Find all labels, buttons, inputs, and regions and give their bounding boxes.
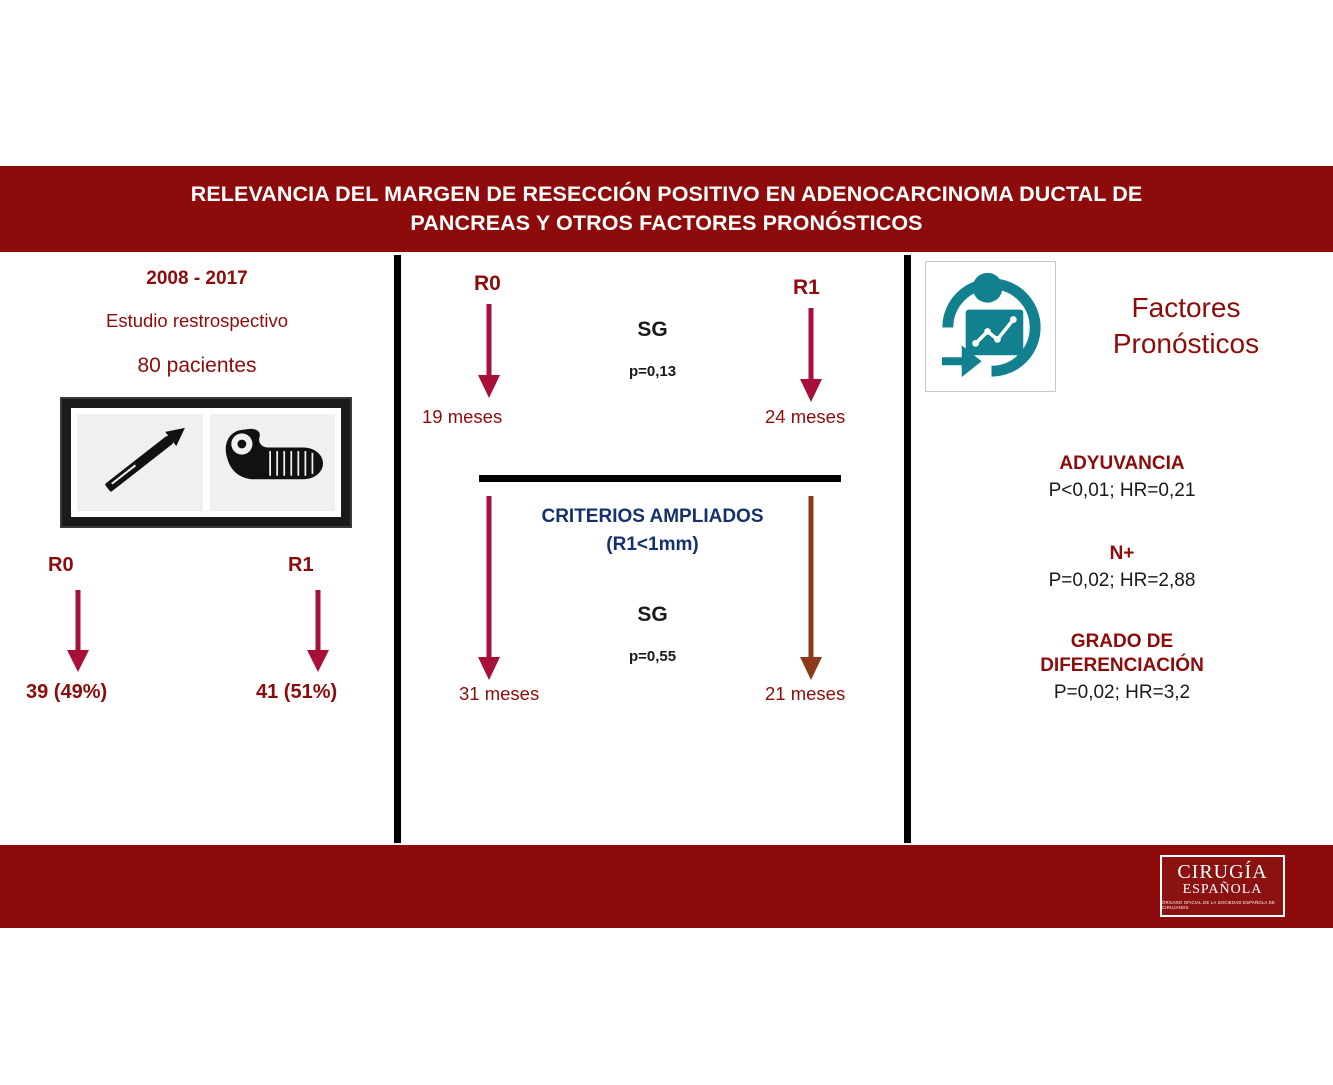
factor-name-line-1: GRADO DE: [1070, 631, 1174, 652]
survival-r1-result-expanded: 21 meses: [765, 683, 846, 704]
arrow-down-survival-r0-expanded-icon: [469, 494, 509, 684]
page-title-line-1: RELEVANCIA DEL MARGEN DE RESECCIÓN POSITIVO EN ADENOCARCINOMA DUCTAL DE: [190, 181, 1143, 206]
study-type: Estudio restrospectivo: [105, 310, 288, 331]
arrow-down-survival-r1-expanded-icon: [791, 494, 831, 684]
expanded-criteria-line-1: CRITERIOS AMPLIADOS: [541, 506, 764, 527]
factor-stats: P=0,02; HR=3,2: [1053, 681, 1191, 703]
patient-count: 80 pacientes: [137, 354, 257, 377]
cohort-r1-value: 41 (51%): [256, 681, 338, 703]
prognostic-factor-item: [911, 542, 1333, 592]
cohort-r0-value: 39 (49%): [26, 681, 108, 703]
survival-r1-label: R1: [793, 276, 820, 299]
journal-logo-line-1: CIRUGÍA: [1177, 860, 1268, 883]
column-survival-results: [401, 258, 904, 843]
illustration-frame: [62, 399, 350, 526]
prognostic-heading-line-2: Pronósticos: [1112, 328, 1260, 360]
cohort-r0-label: R0: [48, 554, 74, 576]
survival-pvalue-expanded: p=0,55: [628, 648, 677, 665]
survival-r0-result-standard: 19 meses: [422, 406, 503, 427]
factor-name: ADYUVANCIA: [1059, 453, 1185, 474]
column-divider-right: [904, 255, 911, 843]
pancreas-shape-icon: [210, 414, 336, 511]
survival-r0-label: R0: [474, 272, 501, 295]
footer-banner: [0, 845, 1333, 928]
expanded-criteria-line-2: (R1<1mm): [606, 533, 699, 555]
prognostic-factor-item: [911, 452, 1333, 502]
scalpel-icon: [77, 414, 203, 511]
column-study-cohort: [0, 258, 394, 843]
arrow-down-cohort-r1-icon: [298, 588, 338, 676]
factor-name-line-2: DIFERENCIACIÓN: [1040, 654, 1204, 676]
page-title: [191, 180, 1143, 238]
factor-name: N+: [1109, 543, 1135, 564]
arrow-down-survival-r1-standard-icon: [791, 306, 831, 406]
prognostic-heading-line-1: Factores: [1131, 292, 1241, 323]
study-years: 2008 - 2017: [146, 268, 248, 289]
factor-name: [911, 630, 1333, 678]
prognostic-factor-item: [911, 630, 1333, 704]
column-divider-left: [394, 255, 401, 843]
factor-stats: P=0,02; HR=2,88: [1048, 569, 1196, 591]
title-banner: [0, 166, 1333, 252]
analytics-presenter-glyph: [926, 262, 1055, 391]
survival-r1-result-standard: 24 meses: [765, 406, 846, 427]
column-prognostic-factors: [911, 258, 1333, 843]
prognostic-factors-heading: [1051, 290, 1321, 363]
survival-pvalue-standard: p=0,13: [628, 363, 677, 380]
survival-r0-result-expanded: 31 meses: [459, 683, 540, 704]
factor-stats: P<0,01; HR=0,21: [1048, 479, 1196, 501]
analytics-presenter-icon: [925, 261, 1056, 392]
survival-metric-standard: SG: [637, 318, 668, 341]
section-separator: [479, 475, 841, 482]
journal-logo: [1160, 855, 1285, 917]
journal-logo-subtitle: ÓRGANO OFICIAL DE LA SOCIEDAD ESPAÑOLA DE CIRUJANOS: [1162, 900, 1276, 911]
arrow-down-cohort-r0-icon: [58, 588, 98, 676]
page-title-line-2: PANCREAS Y OTROS FACTORES PRONÓSTICOS: [410, 211, 923, 235]
cohort-r1-label: R1: [288, 554, 314, 576]
arrow-down-survival-r0-standard-icon: [469, 302, 509, 402]
pancreas-icon: [210, 414, 336, 511]
survival-metric-expanded: SG: [637, 603, 668, 626]
journal-logo-line-2: ESPAÑOLA: [1182, 881, 1263, 897]
